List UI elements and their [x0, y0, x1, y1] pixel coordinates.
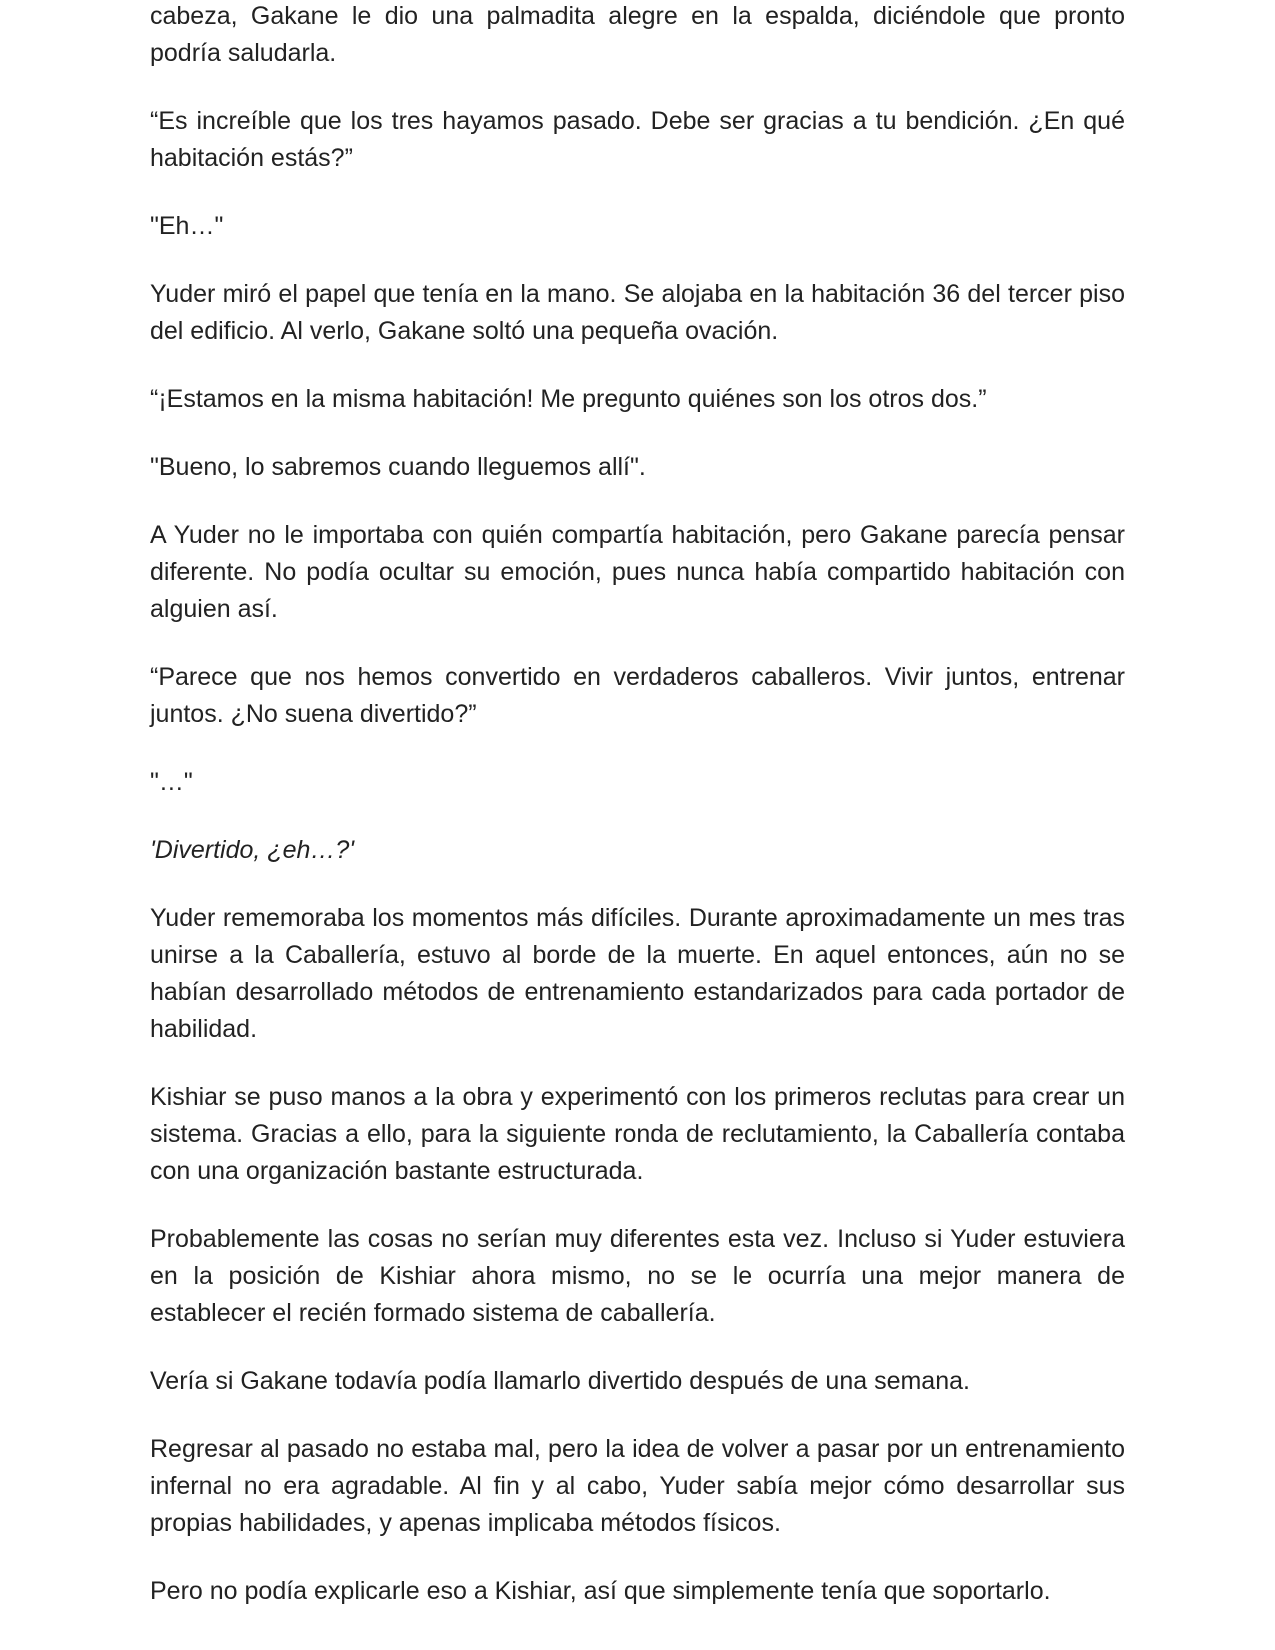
paragraph-12: Kishiar se puso manos a la obra y experimentó con los primeros reclutas para crear un sistema. Gracias a ello, para la siguiente ronda de reclutamiento, la Caballería contaba con una organización bastante estructurada. [150, 1083, 1125, 1185]
paragraph-8: “Parece que nos hemos convertido en verdaderos caballeros. Vivir juntos, entrenar juntos. ¿No suena divertido?” [150, 663, 1125, 728]
paragraph-5: “¡Estamos en la misma habitación! Me pregunto quiénes son los otros dos.” [150, 385, 987, 413]
paragraph-3: "Eh…" [150, 212, 224, 240]
paragraph-15: Regresar al pasado no estaba mal, pero la idea de volver a pasar por un entrenamiento infernal no era agradable. Al fin y al cabo, Yuder sabía mejor cómo desarrollar sus propias habilidades, y apenas implicaba métodos físicos. [150, 1435, 1125, 1537]
paragraph-7: A Yuder no le importaba con quién compartía habitación, pero Gakane parecía pensar diferente. No podía ocultar su emoción, pues nunca había compartido habitación con alguien así. [150, 521, 1125, 623]
paragraph-6: "Bueno, lo sabremos cuando lleguemos allí". [150, 453, 646, 481]
paragraph-1: cabeza, Gakane le dio una palmadita alegre en la espalda, diciéndole que pronto podría saludarla. [150, 2, 1125, 67]
document-page [150, 0, 1125, 1641]
paragraph-16: Pero no podía explicarle eso a Kishiar, así que simplemente tenía que soportarlo. [150, 1577, 1051, 1605]
paragraph-14: Vería si Gakane todavía podía llamarlo divertido después de una semana. [150, 1367, 970, 1395]
paragraph-2: “Es increíble que los tres hayamos pasado. Debe ser gracias a tu bendición. ¿En qué habitación estás?” [150, 107, 1125, 172]
paragraph-9: "…" [150, 768, 193, 796]
paragraph-10-thought: 'Divertido, ¿eh…?' [150, 836, 355, 864]
paragraph-11: Yuder rememoraba los momentos más difíciles. Durante aproximadamente un mes tras unirse a la Caballería, estuvo al borde de la muerte. En aquel entonces, aún no se habían desarrollado métodos de entrenamiento estandarizados para cada portador de habilidad. [150, 904, 1125, 1043]
paragraph-13: Probablemente las cosas no serían muy diferentes esta vez. Incluso si Yuder estuviera en la posición de Kishiar ahora mismo, no se le ocurría una mejor manera de establecer el recién formado sistema de caballería. [150, 1225, 1125, 1327]
paragraph-4: Yuder miró el papel que tenía en la mano. Se alojaba en la habitación 36 del tercer piso del edificio. Al verlo, Gakane soltó una pequeña ovación. [150, 280, 1125, 345]
